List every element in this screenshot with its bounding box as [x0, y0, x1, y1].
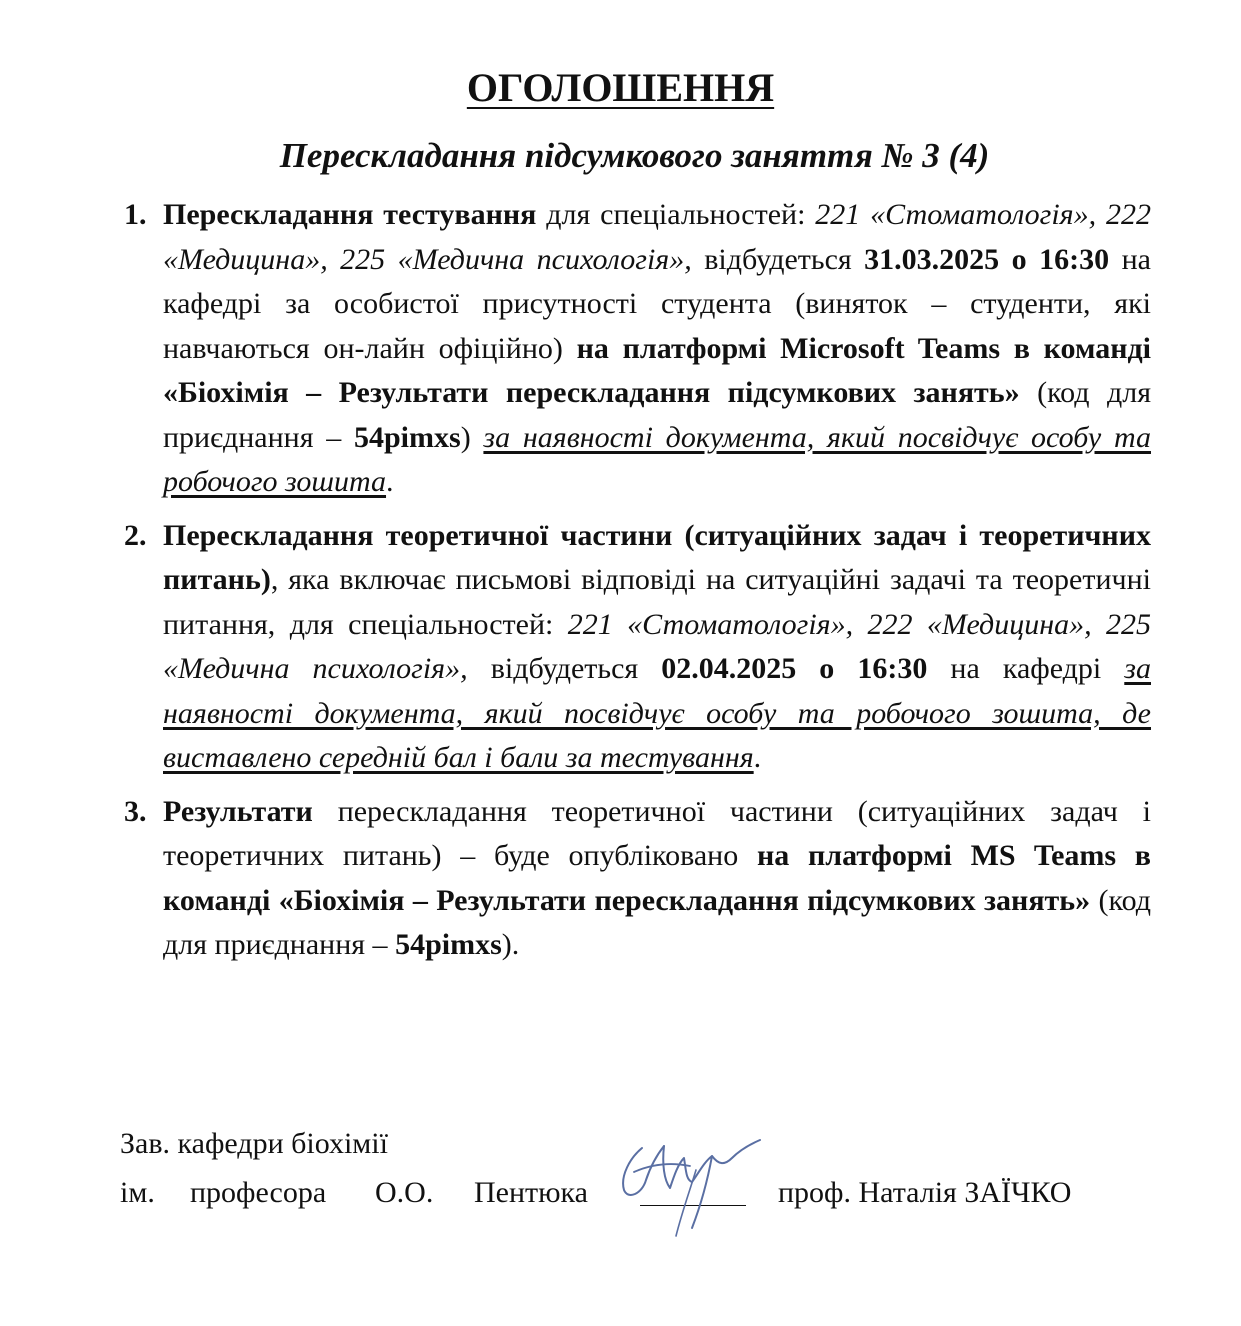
platform-info: на платформі Microsoft Teams в команді «Біохімія – Результати перескладання підсумкових занять»: [163, 331, 1151, 409]
item-title: Перескладання теоретичної частини (ситуаційних задач і теоретичних питань): [163, 518, 1151, 596]
signer-dept-word: О.О.: [375, 1176, 434, 1209]
requirement-note: за наявності документа, який посвідчує особу та робочого зошита, де виставлено середній бал і бали за тестування: [163, 652, 1151, 774]
item-title: Перескладання тестування: [163, 198, 537, 231]
item-text: на кафедрі: [927, 652, 1125, 685]
item-text: ): [460, 420, 484, 454]
announcement-list: [124, 193, 1152, 977]
item-text: на кафедрі за особистої присутності студента (виняток – студенти, які навчаються он-лайн офіційно): [163, 242, 1151, 365]
signer-position: Зав. кафедри біохімії: [120, 1127, 388, 1160]
date-time: 02.04.2025 о 16:30: [661, 652, 928, 685]
list-item-retake-test: [124, 193, 1151, 505]
item-text: (код для приєднання –: [163, 883, 1151, 961]
join-code: 54pimxs: [395, 928, 502, 961]
signer-line: [120, 1171, 1102, 1215]
item-number: 2.: [124, 518, 147, 552]
announcement-subtitle: Перескладання підсумкового заняття № 3 (4): [279, 136, 990, 175]
list-item-retake-theory: [124, 514, 1151, 781]
specialties: 221 «Стоматологія», 222 «Медицина», 225 «Медична психологія»,: [163, 198, 1151, 276]
item-text: відбудеться: [467, 652, 662, 685]
item-text: для спеціальностей:: [536, 198, 816, 231]
item-text: .: [386, 465, 394, 498]
signer-dept-word: Пентюка: [474, 1176, 588, 1209]
item-text: відбудеться: [691, 242, 865, 276]
item-title: Результати: [163, 794, 313, 828]
signer-dept-word: ім.: [120, 1176, 155, 1209]
list-item-results: [124, 790, 1152, 968]
announcement-title: ОГОЛОШЕННЯ: [466, 65, 775, 110]
handwritten-signature: [612, 1128, 772, 1246]
item-text: перескладання теоретичної частини (ситуаційних задач і теоретичних питань) – буде опубліковано: [163, 794, 1151, 872]
platform-info: на платформі MS Teams в команді «Біохімія – Результати перескладання підсумкових занять»: [163, 839, 1152, 917]
item-number: 3.: [124, 794, 147, 828]
specialties: 221 «Стоматологія», 222 «Медицина», 225 «Медична психологія»,: [163, 607, 1151, 685]
join-code: 54pimxs: [354, 420, 461, 454]
item-text: .: [753, 741, 762, 774]
signer-dept-word: професора: [190, 1176, 327, 1209]
date-time: 31.03.2025 о 16:30: [864, 242, 1110, 276]
item-text: , яка включає письмові відповіді на ситуаційні задачі та теоретичні питання, для спеціальностей:: [163, 563, 1151, 641]
signer-name: проф. Наталія ЗАЇЧКО: [778, 1176, 1072, 1209]
item-text: ).: [501, 928, 520, 961]
item-text: (код для приєднання –: [163, 376, 1151, 454]
item-number: 1.: [124, 198, 147, 231]
requirement-note: за наявності документа, який посвідчує особу та робочого зошита: [163, 420, 1151, 498]
